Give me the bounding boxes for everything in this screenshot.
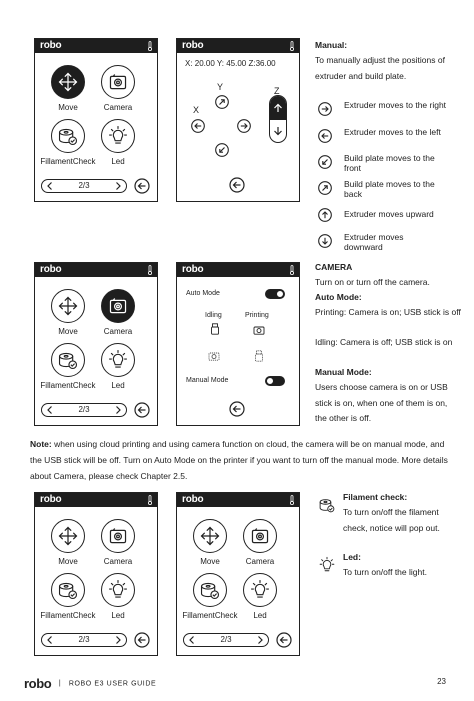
- legend-text: Extruder moves to the right: [344, 100, 447, 110]
- camera-intro: Turn on or turn off the camera.: [315, 277, 430, 287]
- idling-label: Idling: [205, 312, 222, 319]
- chevron-right-icon[interactable]: [113, 405, 123, 415]
- camera-icon: [102, 520, 134, 552]
- led-text: To turn on/off the light.: [343, 567, 427, 577]
- filament-check-label: FillamentCheck: [40, 157, 96, 166]
- led-bulb-icon: [102, 120, 134, 152]
- chevron-right-icon[interactable]: [113, 181, 123, 191]
- screen-menu-filament: [34, 492, 158, 656]
- back-button-icon[interactable]: [229, 177, 245, 193]
- camera-label: Camera: [103, 103, 133, 112]
- led-label: Led: [111, 381, 125, 390]
- filament-check-label: FillamentCheck: [40, 611, 96, 620]
- camera-icon: [102, 66, 134, 98]
- led-bulb-icon: [314, 552, 340, 578]
- cloud-note: [30, 436, 450, 484]
- camera-button[interactable]: [101, 519, 135, 553]
- axis-z-label: Z: [274, 86, 280, 96]
- camera-heading: CAMERA: [315, 262, 353, 272]
- filament-check-button[interactable]: [51, 119, 85, 153]
- legend-text: Extruder moves downward: [344, 232, 404, 252]
- pager: [41, 633, 127, 647]
- top-bar: [177, 493, 299, 507]
- axis-x-label: X: [193, 105, 200, 115]
- back-button-icon[interactable]: [276, 632, 292, 648]
- move-label: Move: [58, 327, 78, 336]
- filament-check-button[interactable]: [51, 343, 85, 377]
- arrow-up-right-circle-icon: [318, 181, 332, 195]
- move-arrows-icon: [52, 290, 84, 322]
- chevron-right-icon[interactable]: [113, 635, 123, 645]
- camera-label: Camera: [245, 557, 275, 566]
- top-bar: [35, 39, 157, 53]
- move-label: Move: [58, 103, 78, 112]
- z-up-arrow-icon[interactable]: [273, 103, 283, 113]
- top-bar: [35, 263, 157, 277]
- filament-spool-icon: [314, 492, 340, 518]
- footer-title: ROBO E3 USER GUIDE: [68, 680, 157, 688]
- manual-mode-text: Users choose camera is on or USB stick is on, when one of them is on, the other is off.: [315, 382, 448, 423]
- manual-heading: Manual:: [315, 40, 348, 50]
- pager: [41, 179, 127, 193]
- top-bar: [177, 39, 299, 53]
- auto-mode-heading: Auto Mode:: [315, 292, 362, 302]
- screen-camera-settings: [176, 262, 300, 426]
- legend-extruder-right: [316, 100, 466, 124]
- thermometer-icon: [289, 265, 295, 275]
- led-bulb-icon: [102, 344, 134, 376]
- note-label: Note:: [30, 439, 52, 449]
- led-button[interactable]: [101, 119, 135, 153]
- thermometer-icon: [147, 265, 153, 275]
- auto-mode-label: Auto Mode: [186, 290, 220, 297]
- led-label: Led: [111, 157, 125, 166]
- pager: [41, 403, 127, 417]
- move-label: Move: [58, 557, 78, 566]
- footer-logo: robo: [24, 676, 52, 691]
- auto-mode-idling: Idling: Camera is off; USB stick is on: [315, 337, 453, 347]
- usb-off-icon: [254, 350, 264, 362]
- move-arrows-icon: [52, 66, 84, 98]
- camera-button[interactable]: [101, 289, 135, 323]
- filament-spool-icon: [52, 344, 84, 376]
- filament-check-button[interactable]: [193, 573, 227, 607]
- led-bulb-icon: [102, 574, 134, 606]
- note-text: when using cloud printing and using camera function on cloud, the camera will be on manual mode, and the USB stick will be off. Turn on Auto Mode on the printer if you want to turn off the manual mode. More details about Camera, please check Chapter 2.5.: [30, 439, 448, 481]
- filament-spool-icon: [52, 120, 84, 152]
- brand-logo: robo: [182, 264, 204, 275]
- move-arrows-icon: [194, 520, 226, 552]
- brand-logo: robo: [40, 40, 62, 51]
- led-label: Led: [253, 611, 267, 620]
- led-bulb-icon: [244, 574, 276, 606]
- camera-small-icon: [253, 325, 265, 335]
- page-indicator: 2/3: [78, 181, 90, 190]
- page-number: 23: [437, 677, 446, 686]
- manual-mode-toggle[interactable]: [265, 376, 285, 386]
- brand-logo: robo: [40, 264, 62, 275]
- brand-logo: robo: [182, 494, 204, 505]
- thermometer-icon: [147, 495, 153, 505]
- top-bar: [177, 263, 299, 277]
- plate-front-button[interactable]: [215, 143, 229, 157]
- filament-text: To turn on/off the filament check, notice will pop out.: [343, 507, 440, 533]
- thermometer-icon: [289, 495, 295, 505]
- filament-spool-icon: [194, 574, 226, 606]
- camera-icon: [102, 290, 134, 322]
- arrow-left-circle-icon: [318, 129, 332, 143]
- back-button-icon[interactable]: [229, 401, 245, 417]
- screen-manual-move: [176, 38, 300, 202]
- auto-mode-printing: Printing: Camera is on; USB stick is off: [315, 307, 461, 317]
- manual-mode-heading: Manual Mode:: [315, 367, 372, 377]
- camera-label: Camera: [103, 327, 133, 336]
- move-button[interactable]: [51, 65, 85, 99]
- thermometer-icon: [289, 41, 295, 51]
- z-down-arrow-icon[interactable]: [273, 126, 283, 136]
- led-button[interactable]: [101, 343, 135, 377]
- move-button[interactable]: [51, 519, 85, 553]
- filament-spool-icon: [52, 574, 84, 606]
- pager: [183, 633, 269, 647]
- arrow-down-left-circle-icon: [318, 155, 332, 169]
- usb-stick-icon: [210, 323, 220, 335]
- filament-check-label: FillamentCheck: [40, 381, 96, 390]
- led-label: Led: [111, 611, 125, 620]
- legend-plate-back: [316, 179, 466, 203]
- camera-button[interactable]: [101, 65, 135, 99]
- extruder-right-button[interactable]: [237, 119, 251, 133]
- manual-description: To manually adjust the positions of extruder and build plate.: [315, 55, 445, 81]
- z-axis-control[interactable]: [269, 95, 287, 143]
- manual-mode-label: Manual Mode: [186, 377, 229, 384]
- top-bar: [35, 493, 157, 507]
- filament-heading: Filament check:: [343, 492, 408, 502]
- thermometer-icon: [147, 41, 153, 51]
- page-indicator: 2/3: [78, 405, 90, 414]
- camera-button[interactable]: [243, 519, 277, 553]
- led-button[interactable]: [243, 573, 277, 607]
- led-heading: Led:: [343, 552, 361, 562]
- move-arrows-icon: [52, 520, 84, 552]
- move-label: Move: [200, 557, 220, 566]
- footer-separator: |: [58, 680, 62, 688]
- legend-text: Extruder moves upward: [344, 209, 434, 219]
- printing-label: Printing: [245, 312, 269, 319]
- legend-plate-front: [316, 153, 466, 177]
- filament-check-button[interactable]: [51, 573, 85, 607]
- chevron-right-icon[interactable]: [255, 635, 265, 645]
- screen-menu-camera-selected: [34, 262, 158, 426]
- page-indicator: 2/3: [78, 635, 90, 644]
- camera-icon: [244, 520, 276, 552]
- legend-extruder-down: [316, 232, 466, 256]
- arrow-right-circle-icon: [318, 102, 332, 116]
- legend-text: Build plate moves to the back: [344, 179, 435, 199]
- legend-text: Build plate moves to the front: [344, 153, 435, 173]
- page-indicator: 2/3: [220, 635, 232, 644]
- legend-text: Extruder moves to the left: [344, 127, 441, 137]
- brand-logo: robo: [182, 40, 204, 51]
- arrow-down-circle-icon: [318, 234, 332, 248]
- move-button[interactable]: [193, 519, 227, 553]
- plate-back-button[interactable]: [215, 95, 229, 109]
- screen-menu-led: [176, 492, 300, 656]
- coordinate-readout: X: 20.00 Y: 45.00 Z:36.00: [185, 59, 276, 68]
- auto-mode-toggle[interactable]: [265, 289, 285, 299]
- axis-y-label: Y: [217, 82, 224, 92]
- back-button-icon[interactable]: [134, 402, 150, 418]
- filament-check-label: FillamentCheck: [182, 611, 238, 620]
- screen-menu-move-selected: [34, 38, 158, 202]
- camera-off-icon: [208, 351, 220, 361]
- move-button[interactable]: [51, 289, 85, 323]
- legend-extruder-left: [316, 127, 466, 151]
- legend-extruder-up: [316, 206, 466, 230]
- back-button-icon[interactable]: [134, 178, 150, 194]
- footer: [24, 676, 156, 691]
- arrow-up-circle-icon: [318, 208, 332, 222]
- back-button-icon[interactable]: [134, 632, 150, 648]
- extruder-left-button[interactable]: [191, 119, 205, 133]
- led-button[interactable]: [101, 573, 135, 607]
- brand-logo: robo: [40, 494, 62, 505]
- camera-label: Camera: [103, 557, 133, 566]
